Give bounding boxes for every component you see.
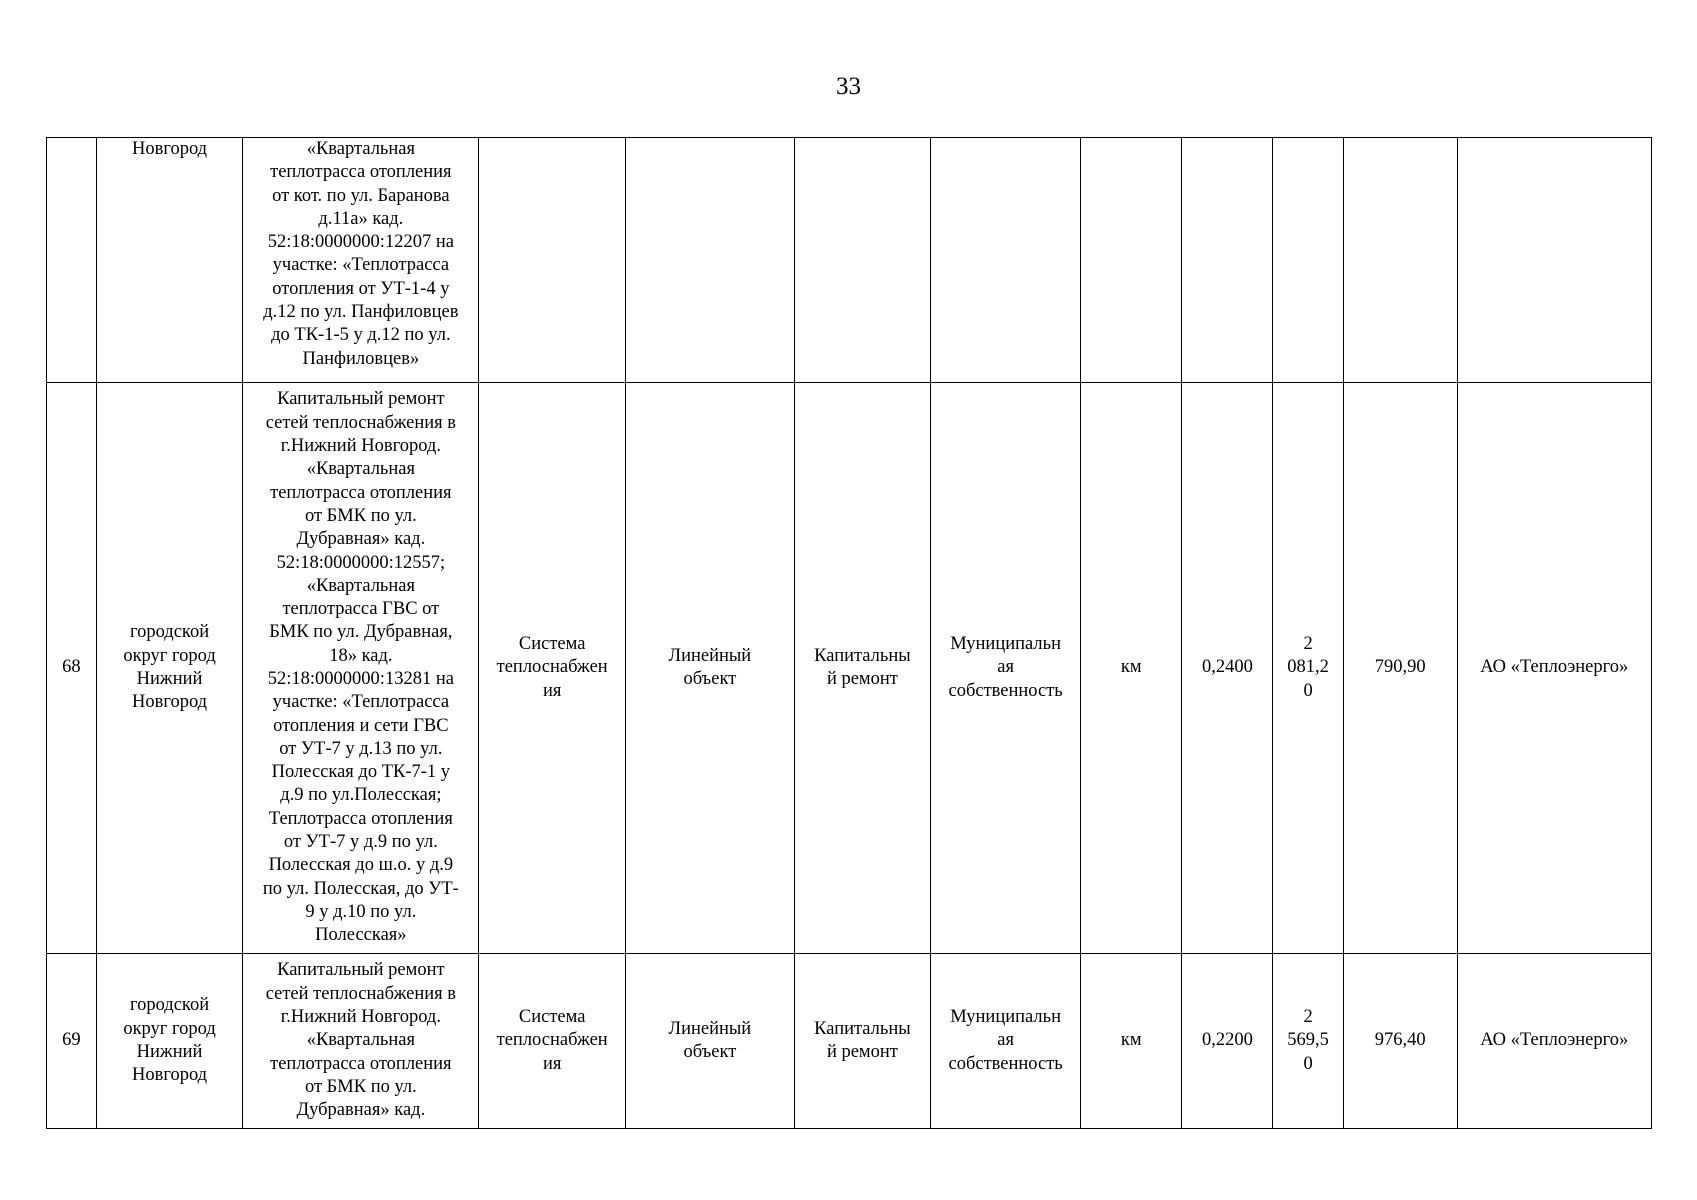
table-row (47, 138, 1652, 383)
cell-organization: АО «Теплоэнерго» (1457, 383, 1652, 954)
cell-length: 0,2400 (1182, 383, 1273, 954)
cell-ownership: Муниципальн ая собственность (931, 954, 1081, 1129)
cell-organization: АО «Теплоэнерго» (1457, 954, 1652, 1129)
cell-description: Капитальный ремонт сетей теплоснабжения в г.Нижний Новгород. «Квартальная теплотрасса отопления от БМК по ул. Дубравная» кад. 52:18:0000000:12557; «Квартальная теплотрасса ГВС от БМК по ул. Дубравная, 18» кад. 52:18:0000000:13281 на участке: «Теплотрасса отопления и сети ГВС от УТ-7 у д.13 по ул. Полесская до ТК-7-1 у д.9 по ул.Полесская; Теплотрасса отопления от УТ-7 у д.9 по ул. Полесская до ш.о. у д.9 по ул. Полесская, до УТ- 9 у д.10 по ул. Полесская» (243, 383, 479, 954)
cell-cost-year (1343, 138, 1457, 383)
cell-number (47, 138, 97, 383)
cell-cost-total (1273, 138, 1343, 383)
table-row (47, 954, 1652, 1129)
cell-cost-total: 2 081,2 0 (1273, 383, 1343, 954)
cell-territory: городской округ город Нижний Новгород (96, 954, 243, 1129)
capital-repair-table (46, 137, 1652, 1129)
cell-system: Система теплоснабжен ия (479, 954, 626, 1129)
cell-cost-year: 976,40 (1343, 954, 1457, 1129)
cell-unit (1081, 138, 1182, 383)
cell-work-type: Капитальны й ремонт (794, 383, 931, 954)
page-number: 33 (836, 73, 861, 100)
cell-unit: км (1081, 954, 1182, 1129)
cell-system (479, 138, 626, 383)
cell-cost-total: 2 569,5 0 (1273, 954, 1343, 1129)
cell-length: 0,2200 (1182, 954, 1273, 1129)
cell-length (1182, 138, 1273, 383)
cell-organization (1457, 138, 1652, 383)
cell-territory: Новгород (96, 138, 243, 383)
cell-system: Система теплоснабжен ия (479, 383, 626, 954)
cell-description: Капитальный ремонт сетей теплоснабжения в г.Нижний Новгород. «Квартальная теплотрасса отопления от БМК по ул. Дубравная» кад. (243, 954, 479, 1129)
cell-cost-year: 790,90 (1343, 383, 1457, 954)
cell-description: «Квартальная теплотрасса отопления от кот. по ул. Баранова д.11а» кад. 52:18:0000000:12207 на участке: «Теплотрасса отопления от УТ-1-4 у д.12 по ул. Панфиловцев до ТК-1-5 у д.12 по ул. Панфиловцев» (243, 138, 479, 383)
cell-object-type (626, 138, 795, 383)
cell-number: 69 (47, 954, 97, 1129)
cell-territory: городской округ город Нижний Новгород (96, 383, 243, 954)
cell-work-type (794, 138, 931, 383)
cell-object-type: Линейный объект (626, 383, 795, 954)
cell-work-type: Капитальны й ремонт (794, 954, 931, 1129)
cell-object-type: Линейный объект (626, 954, 795, 1129)
table-row (47, 383, 1652, 954)
cell-number: 68 (47, 383, 97, 954)
cell-ownership (931, 138, 1081, 383)
cell-unit: км (1081, 383, 1182, 954)
cell-ownership: Муниципальн ая собственность (931, 383, 1081, 954)
